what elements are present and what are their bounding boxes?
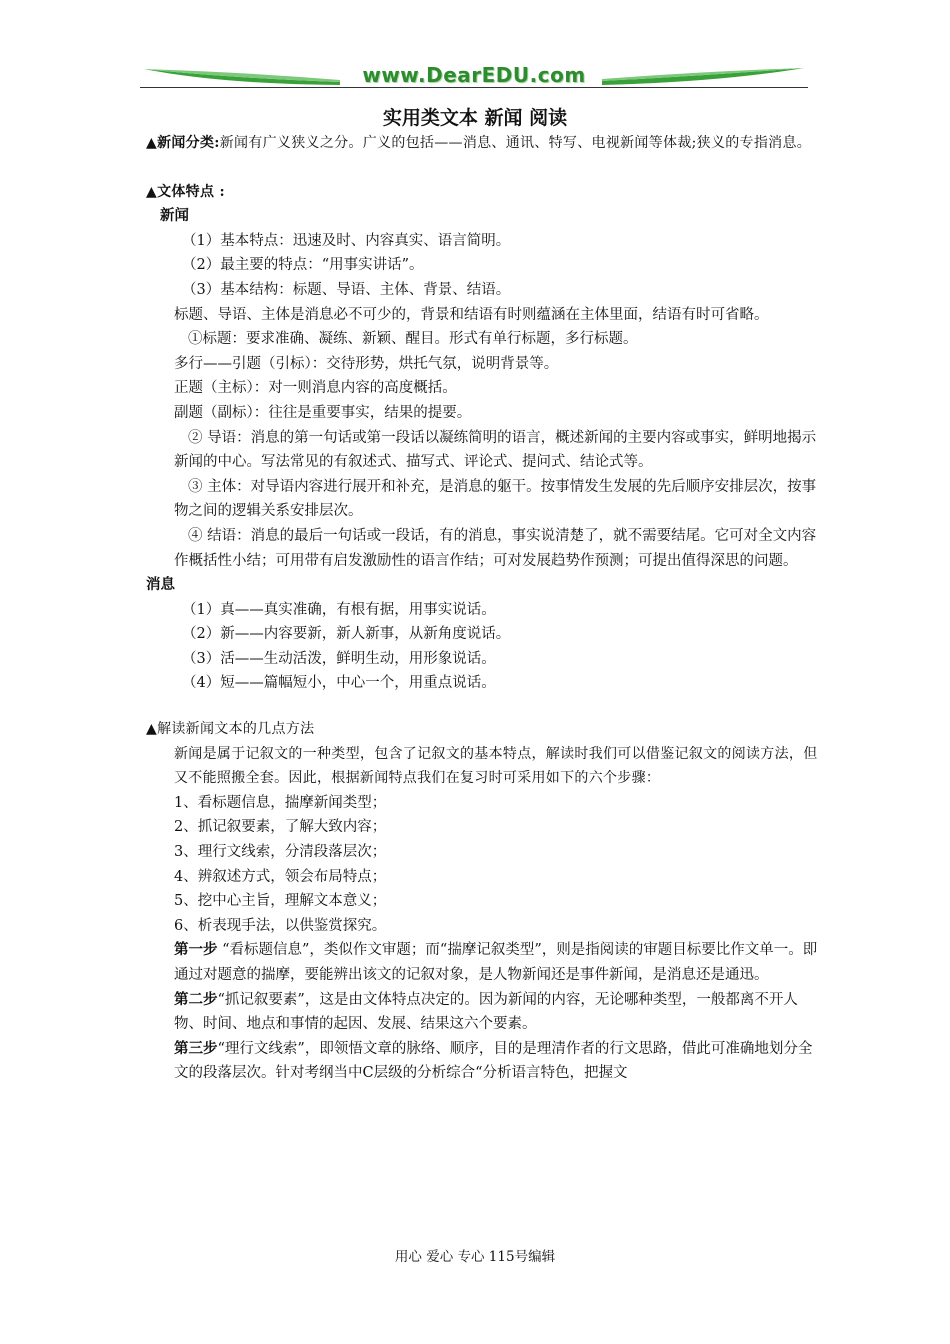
site-logo-text: www.DearEDU.com	[362, 63, 586, 87]
method-step: 3、理行文线索，分清段落层次；	[174, 844, 387, 861]
message-heading: 消息	[146, 576, 175, 594]
page-title: 实用类文本 新闻 阅读	[382, 107, 568, 129]
header-rule	[140, 87, 808, 88]
message-item: （1）真——真实准确，有根有据，用事实说话。	[182, 601, 496, 618]
method-step: 4、辨叙述方式，领会布局特点；	[174, 868, 387, 885]
classification-paragraph	[146, 131, 818, 156]
step1-text: “看标题信息”，类似作文审题；而“揣摩记叙类型”，则是指阅读的审题目标要比作文单一。即通过对题意的揣摩，要能辨出该文的记叙对象，是人物新闻还是事件新闻，是消息还是通迅。	[174, 942, 818, 983]
methods-heading: ▲解读新闻文本的几点方法	[146, 721, 315, 738]
news-heading: 新闻	[160, 207, 189, 225]
method-step: 5、挖中心主旨，理解文本意义；	[174, 893, 387, 910]
features-heading: ▲文体特点 :	[146, 183, 225, 200]
title-item: ①标题：要求准确、凝练、新颖、醒目。形式有单行标题，多行标题。	[188, 331, 638, 348]
feature-item: （1）基本特点：迅速及时、内容真实、语言简明。	[182, 232, 511, 249]
methods-intro: 新闻是属于记叙文的一种类型，包含了记叙文的基本特点，解读时我们可以借鉴记叙文的阅读方法，但又不能照搬全套。因此，根据新闻特点我们在复习时可采用如下的六个步骤：	[174, 745, 818, 787]
step2-label: 第二步	[174, 990, 218, 1008]
method-step: 2、抓记叙要素，了解大致内容；	[174, 819, 387, 836]
step2-text: “抓记叙要素”，这是由文体特点决定的。因为新闻的内容，无论哪种类型，一般都离不开人物、时间、地点和事情的起因、发展、结果这六个要素。	[174, 991, 798, 1033]
step3-label: 第三步	[174, 1039, 218, 1057]
feature-item: （2）最主要的特点：“用事实讲话”。	[182, 257, 424, 274]
step1-label: 第一步	[174, 941, 218, 959]
ending-paragraph: ④ 结语：消息的最后一句话或一段话，有的消息，事实说清楚了，就不需要结尾。它可对全文内容作概括性小结；可用带有启发激励性的语言作结；可对发展趋势作预测；可提出值得深思的问题。	[174, 527, 817, 569]
body-paragraph: ③ 主体：对导语内容进行展开和补充，是消息的躯干。按事情发生发展的先后顺序安排层次，按事物之间的逻辑关系安排层次。	[174, 478, 817, 520]
title-line: 多行——引题（引标）：交待形势，烘托气氛，说明背景等。	[174, 355, 559, 372]
method-step: 6、析表现手法，以供鉴赏探究。	[174, 917, 387, 934]
classification-label: ▲新闻分类:	[146, 135, 220, 151]
message-item: （4）短——篇幅短小，中心一个，用重点说话。	[182, 675, 496, 692]
lead-paragraph: ② 导语：消息的第一句话或第一段话以凝练简明的语言，概述新闻的主要内容或事实，鲜明地揭示新闻的中心。写法常见的有叙述式、描写式、评论式、提问式、结论式等。	[174, 429, 817, 471]
step3-paragraph	[146, 1037, 818, 1086]
classification-text: 新闻有广义狭义之分。广义的包括——消息、通讯、特写、电视新闻等体裁;狭义的专指消息。	[219, 135, 812, 151]
step2-paragraph	[146, 988, 818, 1037]
feature-item: （3）基本结构：标题、导语、主体、背景、结语。	[182, 281, 511, 298]
title-line: 副题（副标）：往往是重要事实，结果的提要。	[174, 404, 472, 421]
message-item: （2）新——内容要新，新人新事，从新角度说话。	[182, 626, 511, 643]
site-header	[140, 60, 808, 94]
page-footer: 用心 爱心 专心 115号编辑	[394, 1249, 556, 1265]
step3-text: “理行文线索”，即领悟文章的脉络、顺序，目的是理清作者的行文思路，借此可准确地划分全文的段落层次。针对考纲当中C层级的分析综合“分析语言特色，把握文	[174, 1040, 813, 1082]
method-step: 1、看标题信息，揣摩新闻类型；	[174, 794, 387, 811]
structure-note: 标题、导语、主体是消息必不可少的，背景和结语有时则蕴涵在主体里面，结语有时可省略。	[174, 306, 769, 323]
step1-paragraph	[146, 938, 818, 987]
title-line: 正题（主标）：对一则消息内容的高度概括。	[174, 380, 457, 397]
document-body	[146, 131, 818, 1086]
message-item: （3）活——生动活泼，鲜明生动，用形象说话。	[182, 650, 496, 667]
